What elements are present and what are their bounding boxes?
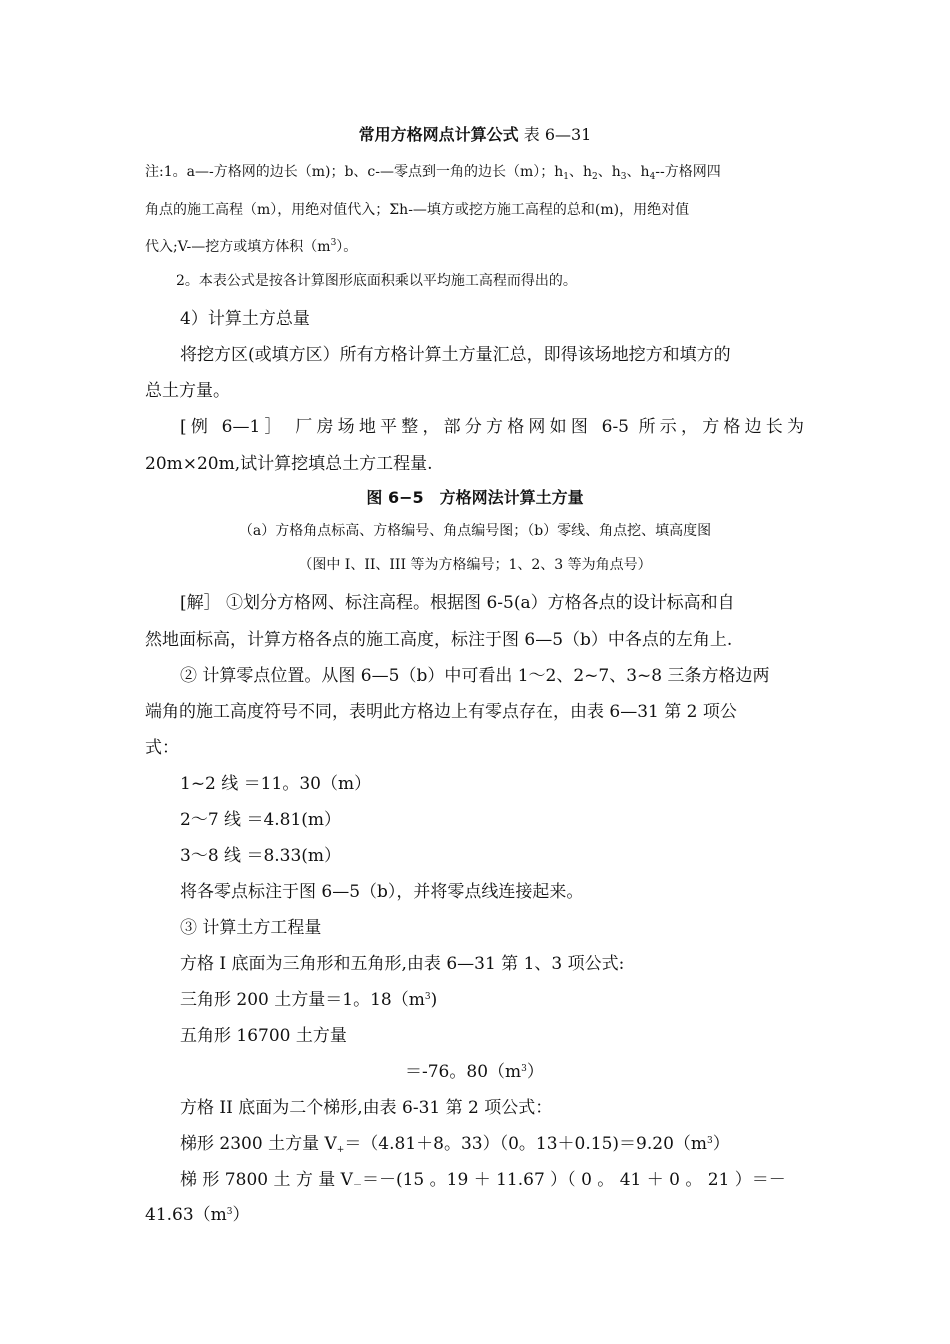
solution-2-line-2: 端角的施工高度符号不同，表明此方格边上有零点存在，由表 6—31 第 2 项公 bbox=[145, 702, 737, 722]
table-title-ref: 表 6—31 bbox=[518, 125, 592, 144]
zero-point-1: 1~2 线 ＝11。30（m） bbox=[180, 774, 372, 794]
figure-title: 图 6−5 方格网法计算土方量 bbox=[366, 488, 584, 507]
step3-heading: ③ 计算土方工程量 bbox=[180, 918, 322, 938]
note-line-1: 注:1。a—-方格网的边长（m)；b、c-—零点到一角的边长（m）；$h_1$、$h_2$、$h_3$、$h_4--$方格网四 bbox=[145, 164, 721, 182]
solution-1-line-1: [解］ ①划分方格网、标注高程。根据图 6-5(a）方格各点的设计标高和自 bbox=[180, 593, 735, 613]
table-title-bold: 常用方格网点计算公式 bbox=[358, 125, 519, 144]
note-line-4: 2。本表公式是按各计算图形底面积乘以平均施工高程而得出的。 bbox=[176, 273, 577, 289]
zero-point-2: 2～7 线 ＝4.81(m） bbox=[180, 810, 342, 830]
summary-para-line-2: 总土方量。 bbox=[145, 381, 230, 401]
figure-caption-2: （图中 I、II、III 等为方格编号；1、2、3 等为角点号） bbox=[298, 557, 652, 573]
zero-point-note: 将各零点标注于图 6—5（b），并将零点线连接起来。 bbox=[180, 882, 584, 902]
pentagon-volume-value: ＝-76。$80(m^3)$ bbox=[405, 1062, 544, 1082]
trapezoid-2300-volume: 梯形 2300 土方量 $V_+=(4.81+8$。33）（0。$13+0.15)=9.20(m^3)$ bbox=[180, 1134, 730, 1155]
solution-1-line-2: 然地面标高，计算方格各点的施工高度，标注于图 6—5（b）中各点的左角上. bbox=[145, 630, 733, 650]
example-line-1: [例 6—1］ 厂房场地平整，部分方格网如图 6-5 所示，方格边长为 bbox=[180, 417, 804, 437]
figure-caption-1: （a）方格角点标高、方格编号、角点编号图；（b）零线、角点挖、填高度图 bbox=[238, 523, 712, 539]
summary-para-line-1: 将挖方区(或填方区）所有方格计算土方量汇总，即得该场地挖方和填方的 bbox=[180, 345, 731, 365]
trapezoid-7800-volume-line-1: 梯 形 7800 土 方 量 $V_-=-(15$ 。19 ＋ 11.67 ）（ 0 。 41 ＋ 0 。 21 ）＝－ bbox=[180, 1170, 786, 1191]
grid-2-intro: 方格 II 底面为二个梯形,由表 6-31 第 2 项公式： bbox=[180, 1098, 553, 1118]
trapezoid-7800-volume-line-2: $41.63(m^3)$ bbox=[145, 1205, 250, 1225]
note-line-3: 代入;V-—挖方或填方体积$(m^3)$。 bbox=[145, 238, 358, 255]
step4-heading: 4）计算土方总量 bbox=[180, 309, 310, 329]
solution-2-line-3: 式： bbox=[145, 738, 179, 758]
triangle-volume: 三角形 200 土方量＝1。$18(m^3)$ bbox=[180, 990, 438, 1010]
note-line-2: 角点的施工高程（m），用绝对值代入；Σh-—填方或挖方施工高程的总和(m)，用绝对值 bbox=[145, 202, 690, 218]
example-line-2: 20m×20m,试计算挖填总土方工程量. bbox=[145, 454, 433, 474]
zero-point-3: 3～8 线 ＝8.33(m） bbox=[180, 846, 342, 866]
pentagon-volume-label: 五角形 16700 土方量 bbox=[180, 1026, 347, 1046]
table-title bbox=[0, 122, 950, 145]
solution-2-line-1: ② 计算零点位置。从图 6—5（b）中可看出 1～2、2~7、3~8 三条方格边两 bbox=[180, 666, 770, 686]
grid-1-intro: 方格 I 底面为三角形和五角形,由表 6—31 第 1、3 项公式: bbox=[180, 954, 625, 974]
